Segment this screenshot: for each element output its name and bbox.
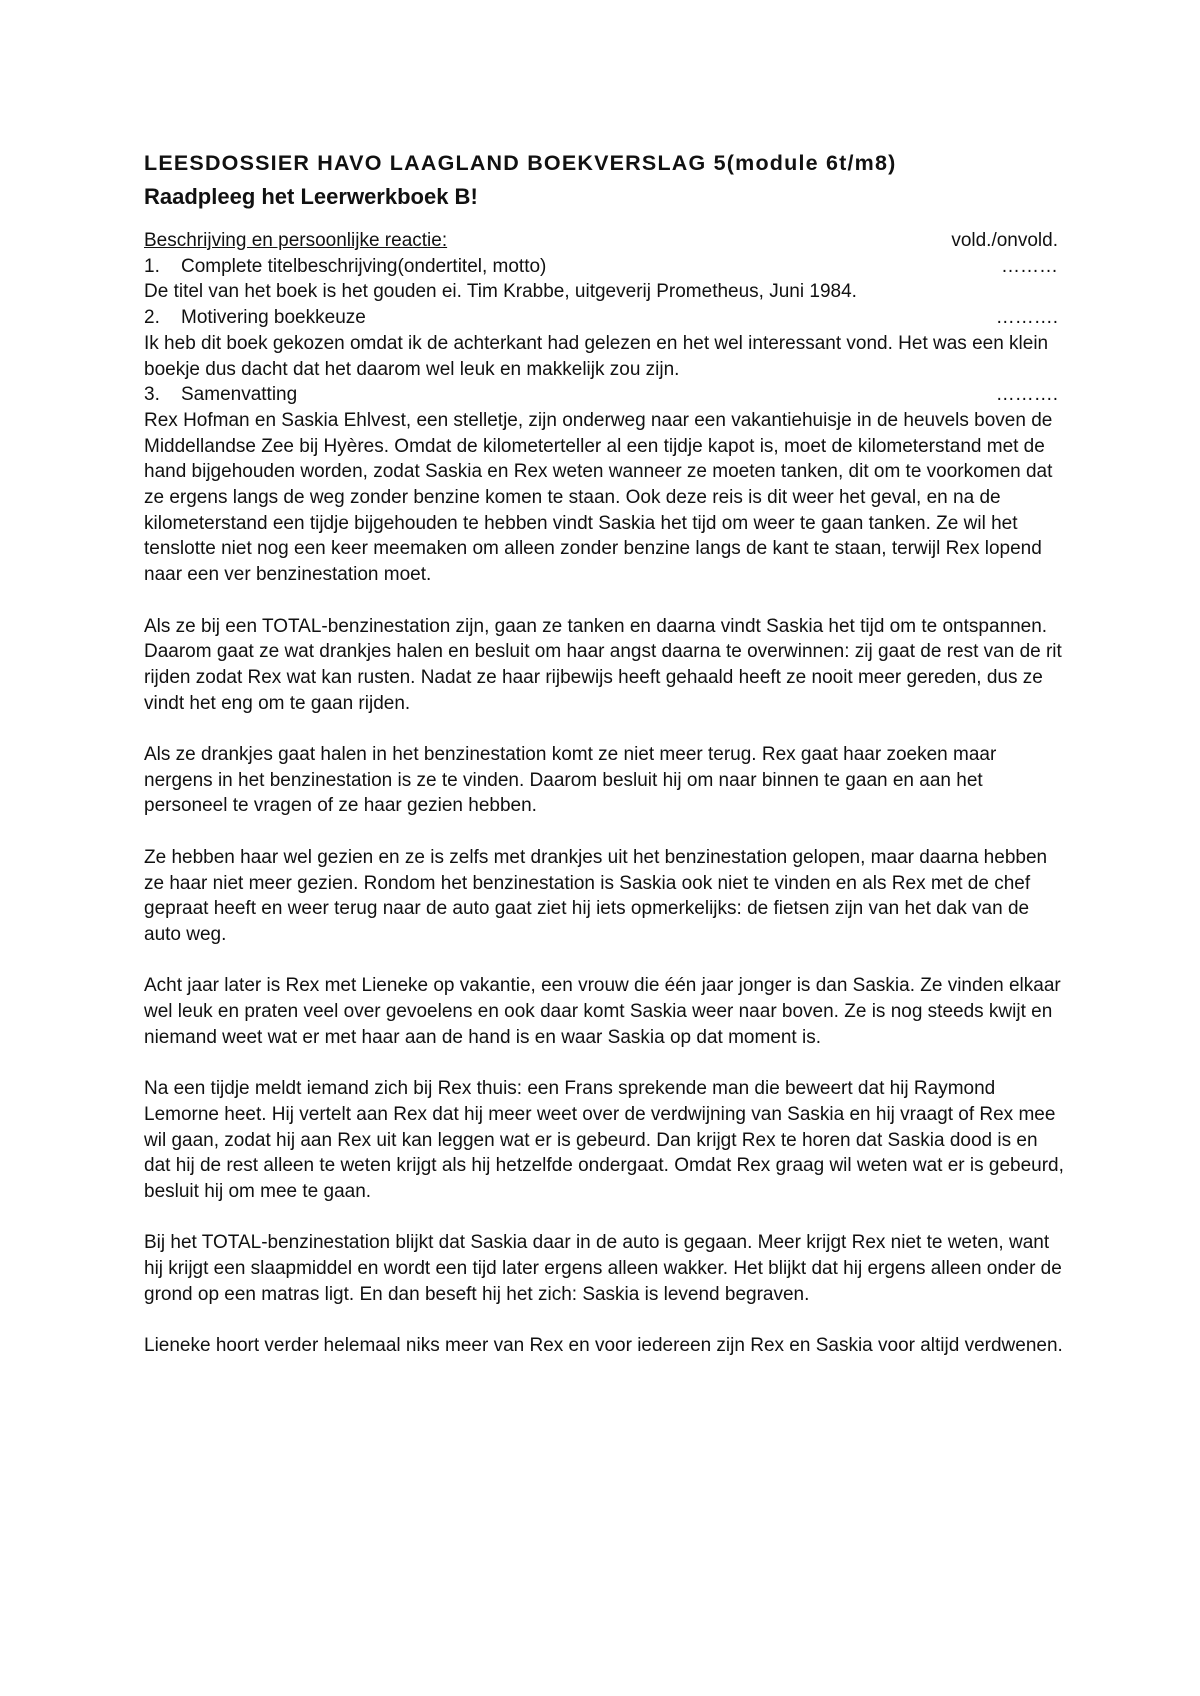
item-row — [144, 382, 1064, 408]
item-label: Samenvatting — [181, 384, 298, 406]
section-heading-row — [144, 228, 1064, 254]
item-label: Motivering boekkeuze — [181, 307, 366, 329]
item-number: 1. — [144, 255, 160, 277]
item-grade-dots: ……… — [1001, 255, 1058, 277]
summary-paragraph: Als ze drankjes gaat halen in het benzinestation komt ze niet meer terug. Rex gaat haar zoeken maar nergens in het benzinestation is ze te vinden. Daarom besluit hij om naar binnen te gaan en aan het personeel te vragen of ze haar gezien hebben. — [144, 744, 997, 817]
item-number: 3. — [144, 384, 160, 406]
summary-paragraph: Lieneke hoort verder helemaal niks meer van Rex en voor iedereen zijn Rex en Saskia voor altijd verdwenen. — [144, 1335, 1063, 1357]
document-page — [144, 148, 1064, 1359]
summary-paragraph: Bij het TOTAL-benzinestation blijkt dat Saskia daar in de auto is gegaan. Meer krijgt Rex niet te weten, want hij krijgt een slaapmiddel en wordt een tijd later ergens alleen wakker. Het blijkt dat hij ergens alleen onder de grond op een matras ligt. En dan beseft hij het zich: Saskia is levend begraven. — [144, 1232, 1062, 1305]
item-answer: Ik heb dit boek gekozen omdat ik de achterkant had gelezen en het wel interessant vond. Het was een klein boekje dus dacht dat het daarom wel leuk en makkelijk zou zijn. — [144, 332, 1049, 380]
item-row — [144, 254, 1064, 280]
item-row — [144, 305, 1064, 331]
item-grade-dots: ………. — [995, 307, 1058, 329]
item-label: Complete titelbeschrijving(ondertitel, motto) — [181, 255, 547, 277]
item-grade-dots: ………. — [995, 384, 1058, 406]
grading-label: vold./onvold. — [951, 230, 1058, 251]
summary-paragraph: Acht jaar later is Rex met Lieneke op vakantie, een vrouw die één jaar jonger is dan Saskia. Ze vinden elkaar wel leuk en praten veel over gevoelens en ook daar komt Saskia weer naar boven. Ze is nog steeds kwijt en niemand weet wat er met haar aan de hand is en waar Saskia op dat moment is. — [144, 975, 1061, 1048]
document-subtitle: Raadpleeg het Leerwerkboek B! — [144, 184, 478, 209]
document-title: LEESDOSSIER HAVO LAAGLAND BOEKVERSLAG 5(module 6t/m8) — [144, 151, 897, 175]
summary-paragraph: Na een tijdje meldt iemand zich bij Rex thuis: een Frans sprekende man die beweert dat hij Raymond Lemorne heet. Hij vertelt aan Rex dat hij meer weet over de verdwijning van Saskia en hij vraagt of Rex mee wil gaan, zodat hij aan Rex uit kan leggen wat er is gebeurd. Dan krijgt Rex te horen dat Saskia dood is en dat hij de rest alleen te weten krijgt als hij hetzelfde ondergaat. Omdat Rex graag wil weten wat er is gebeurd, besluit hij om mee te gaan. — [144, 1078, 1064, 1202]
summary-paragraph: Als ze bij een TOTAL-benzinestation zijn, gaan ze tanken en daarna vindt Saskia het tijd om te ontspannen. Daarom gaat ze wat drankjes halen en besluit om haar angst daarna te overwinnen: zij gaat de rest van de rit rijden zodat Rex wat kan rusten. Nadat ze haar rijbewijs heeft gehaald heeft ze nooit meer gereden, dus ze vindt het eng om te gaan rijden. — [144, 615, 1062, 714]
item-answer: De titel van het boek is het gouden ei. Tim Krabbe, uitgeverij Prometheus, Juni 1984. — [144, 281, 857, 303]
item-answer: Rex Hofman en Saskia Ehlvest, een stelletje, zijn onderweg naar een vakantiehuisje in de heuvels boven de Middellandse Zee bij Hyères. Omdat de kilometerteller al een tijdje kapot is, moet de kilometerstand met de hand bijgehouden worden, zodat Saskia en Rex weten wanneer ze moeten tanken, dit om te voorkomen dat ze ergens langs de weg zonder benzine komen te staan. Ook deze reis is dit weer het geval, en na de kilometerstand een tijdje bijgehouden te hebben vindt Saskia het tijd om weer te gaan tanken. Ze wil het tenslotte niet nog een keer meemaken om alleen zonder benzine langs de kant te staan, terwijl Rex lopend naar een ver benzinestation moet. — [144, 409, 1053, 586]
item-number: 2. — [144, 307, 160, 329]
section-heading: Beschrijving en persoonlijke reactie: — [144, 230, 448, 251]
summary-paragraph: Ze hebben haar wel gezien en ze is zelfs met drankjes uit het benzinestation gelopen, maar daarna hebben ze haar niet meer gezien. Rondom het benzinestation is Saskia ook niet te vinden en als Rex met de chef gepraat heeft en weer terug naar de auto gaat ziet hij iets opmerkelijks: de fietsen zijn van het dak van de auto weg. — [144, 846, 1048, 945]
